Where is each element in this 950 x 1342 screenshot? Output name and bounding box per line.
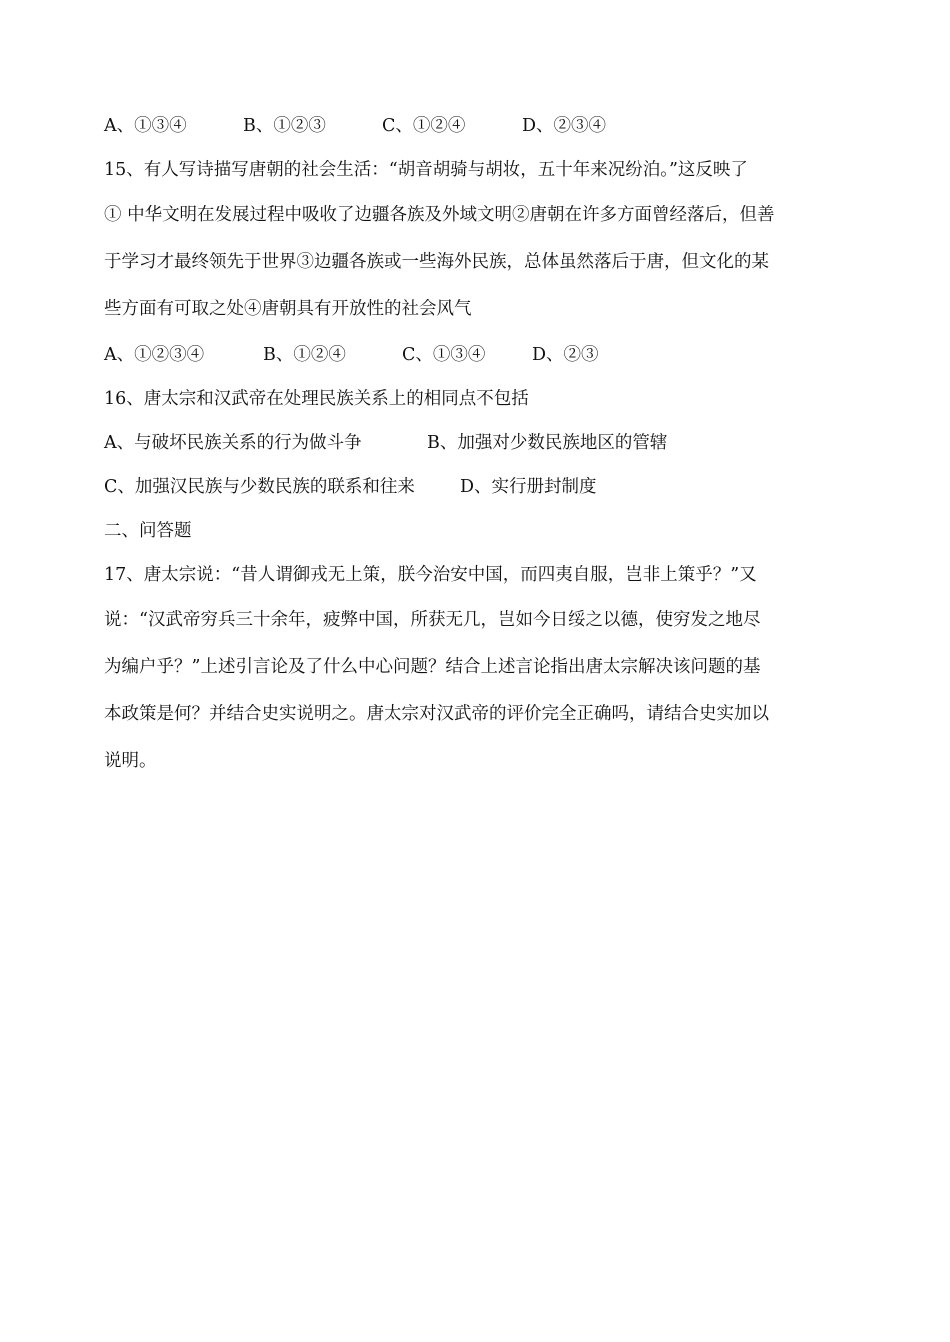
q17-line-1: 17、唐太宗说：“昔人谓御戎无上策，朕今治安中国，而四夷自服，岂非上策乎？”又 [104,565,757,585]
q16-options-row-1 [104,421,848,465]
q16-option-a: A、与破坏民族关系的行为做斗争 [104,433,362,453]
q16-option-c: C、加强汉民族与少数民族的联系和往来 [104,477,415,497]
q15-options [104,333,848,377]
q16-option-b: B、加强对少数民族地区的管辖 [427,433,668,453]
q15-option-b: B、①②④ [263,345,346,365]
q14-option-d: D、②③④ [522,116,607,136]
section-title-qa: 二、问答题 [104,521,192,541]
q14-option-c: C、①②④ [382,116,466,136]
q15-line-1: 15、有人写诗描写唐朝的社会生活：“胡音胡骑与胡妆，五十年来况纷泊。”这反映了 [104,160,748,180]
q17-line-5: 说明。 [104,751,157,771]
q15-option-a: A、①②③④ [104,345,205,365]
q15-line-4: 些方面有可取之处④唐朝具有开放性的社会风气 [104,299,472,319]
q17-line-4: 本政策是何？并结合史实说明之。唐太宗对汉武帝的评价完全正确吗，请结合史实加以 [104,704,769,724]
q15-option-d: D、②③ [532,345,599,365]
q14-options [104,104,848,148]
q16-option-d: D、实行册封制度 [460,477,597,497]
q14-option-a: A、①③④ [104,116,187,136]
q14-option-b: B、①②③ [243,116,326,136]
q17-line-2: 说：“汉武帝穷兵三十余年，疲弊中国，所获无几，岂如今日绥之以德，使穷发之地尽 [104,610,761,630]
q17-line-3: 为编户乎？”上述引言论及了什么中心问题？结合上述言论指出唐太宗解决该问题的基 [104,657,761,677]
q16-options-row-2 [104,465,848,509]
q15-option-c: C、①③④ [402,345,486,365]
document-content [104,104,848,785]
q15-line-3: 于学习才最终领先于世界③边疆各族或一些海外民族，总体虽然落后于唐，但文化的某 [104,252,769,272]
q15-line-2: ① 中华文明在发展过程中吸收了边疆各族及外域文明②唐朝在许多方面曾经落后，但善 [104,205,775,225]
q16-question: 16、唐太宗和汉武帝在处理民族关系上的相同点不包括 [104,389,529,409]
